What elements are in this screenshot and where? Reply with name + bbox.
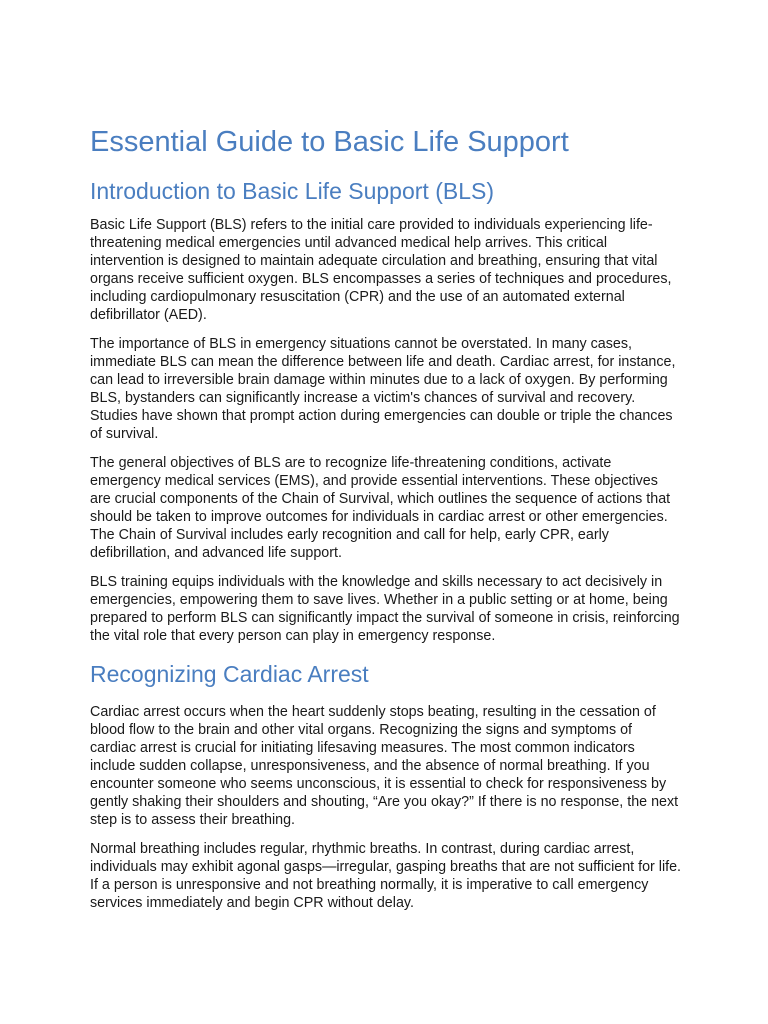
section-heading-introduction: Introduction to Basic Life Support (BLS) bbox=[90, 178, 494, 204]
paragraph: Normal breathing includes regular, rhythmic breaths. In contrast, during cardiac arrest, individuals may exhibit agonal gasps—irregular, gasping breaths that are not sufficient for life. If a person is unresponsive and not breathing normally, it is imperative to call emergency services immediately and begin CPR without delay. bbox=[90, 841, 682, 911]
paragraph: BLS training equips individuals with the knowledge and skills necessary to act decisively in emergencies, empowering them to save lives. Whether in a public setting or at home, being prepared to perform BLS can significantly impact the survival of someone in crisis, reinforcing the vital role that every person can play in emergency response. bbox=[90, 574, 680, 644]
section-heading-cardiac-arrest: Recognizing Cardiac Arrest bbox=[90, 661, 369, 687]
paragraph: The general objectives of BLS are to recognize life-threatening conditions, activate emergency medical services (EMS), and provide essential interventions. These objectives are crucial components of the Chain of Survival, which outlines the sequence of actions that should be taken to improve outcomes for individuals in cardiac arrest or other emergencies. The Chain of Survival includes early recognition and call for help, early CPR, early defibrillation, and advanced life support. bbox=[90, 455, 671, 561]
document-title: Essential Guide to Basic Life Support bbox=[90, 126, 569, 158]
paragraph: Cardiac arrest occurs when the heart suddenly stops beating, resulting in the cessation of blood flow to the brain and other vital organs. Recognizing the signs and symptoms of cardiac arrest is crucial for initiating lifesaving measures. The most common indicators include sudden collapse, unresponsiveness, and the absence of normal breathing. If you encounter someone who seems unconscious, it is essential to check for responsiveness by gently shaking their shoulders and shouting, “Are you okay?” If there is no response, the next step is to assess their breathing. bbox=[90, 704, 679, 828]
paragraph: Basic Life Support (BLS) refers to the initial care provided to individuals experiencing life-threatening medical emergencies until advanced medical help arrives. This critical intervention is designed to maintain adequate circulation and breathing, ensuring that vital organs receive sufficient oxygen. BLS encompasses a series of techniques and procedures, including cardiopulmonary resuscitation (CPR) and the use of an automated external defibrillator (AED). bbox=[90, 217, 672, 323]
document-page bbox=[90, 122, 682, 923]
paragraph: The importance of BLS in emergency situations cannot be overstated. In many cases, immediate BLS can mean the difference between life and death. Cardiac arrest, for instance, can lead to irreversible brain damage within minutes due to a lack of oxygen. By performing BLS, bystanders can significantly increase a victim's chances of survival and recovery. Studies have shown that prompt action during emergencies can double or triple the chances of survival. bbox=[90, 336, 676, 442]
